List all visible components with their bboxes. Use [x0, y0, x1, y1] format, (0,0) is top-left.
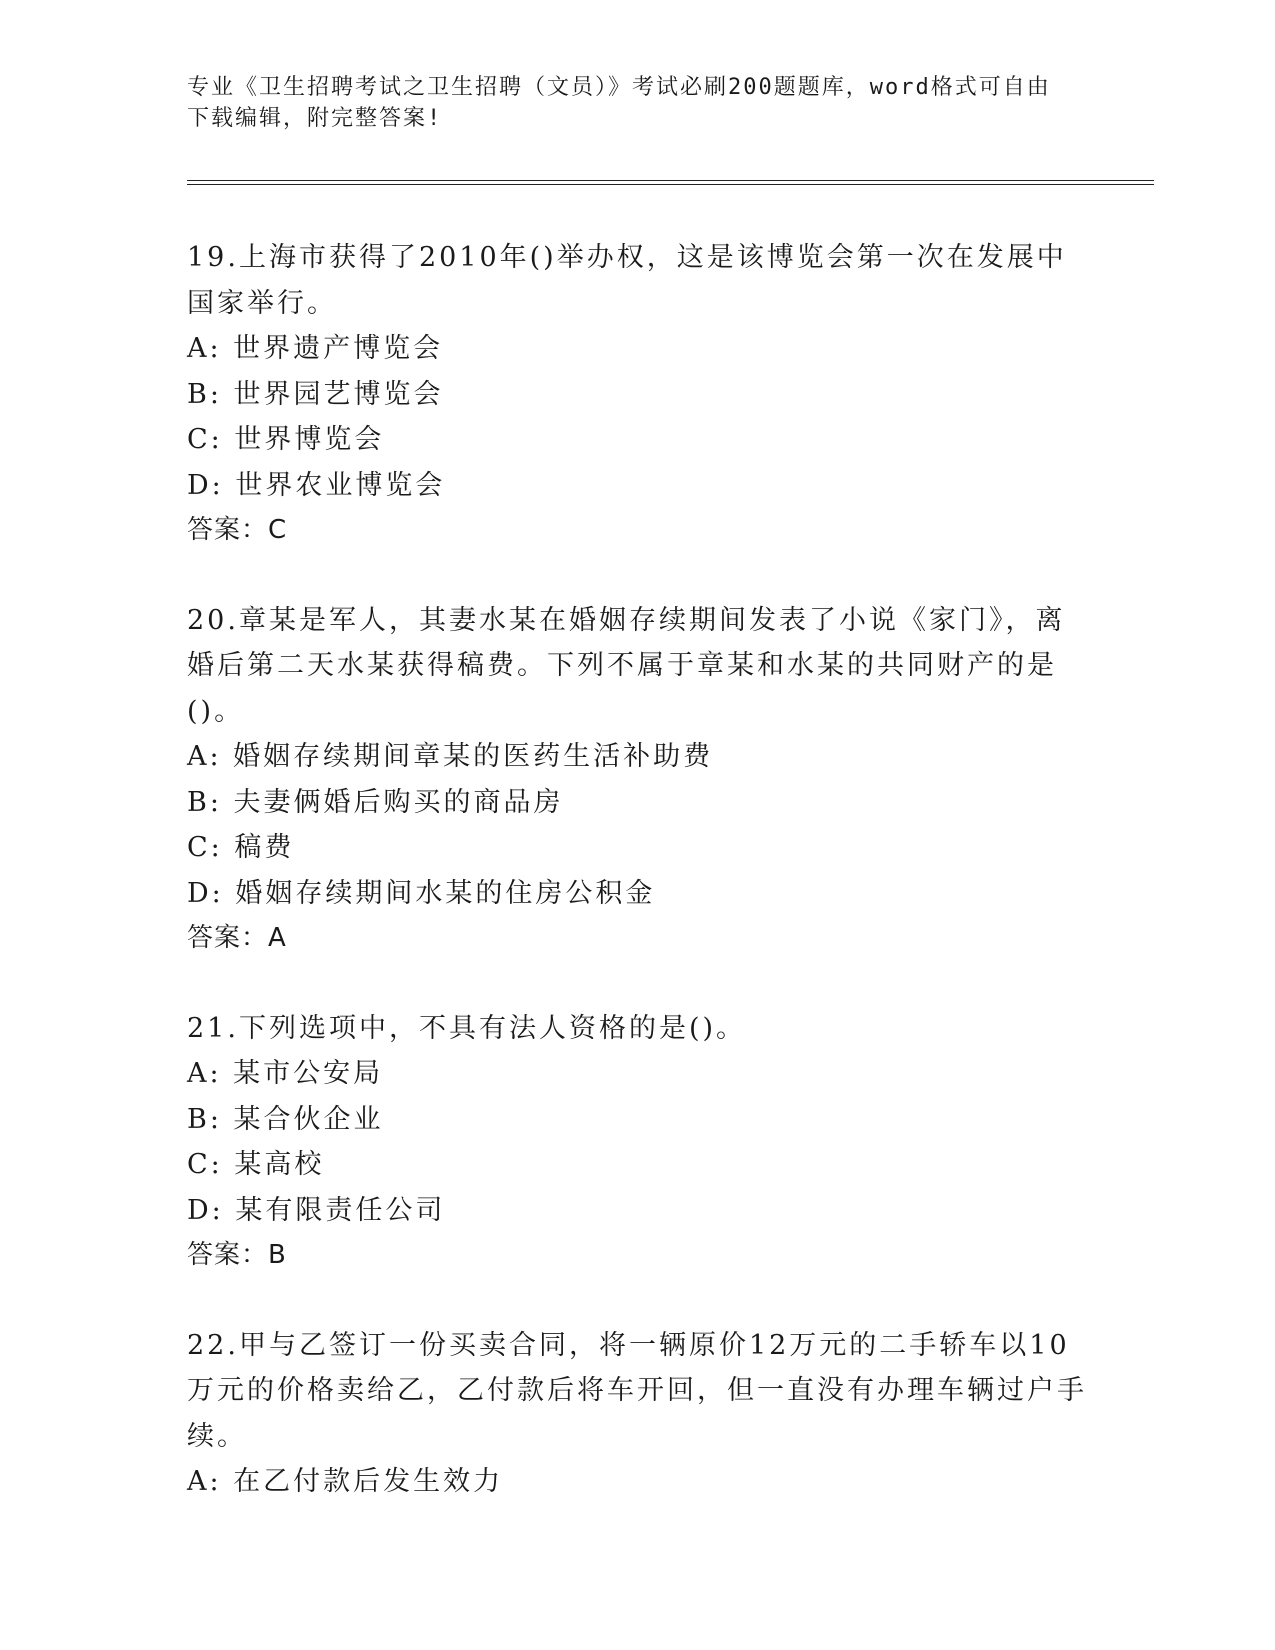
header-divider-bottom [187, 184, 1154, 185]
question-22 [187, 1323, 1087, 1505]
document-intro: 专业《卫生招聘考试之卫生招聘（文员）》考试必刷200题题库，word格式可自由下载编辑，附完整答案! [187, 75, 1051, 131]
answer-line: 答案：A [187, 923, 287, 953]
option-c: C: 某高校 [187, 1149, 325, 1180]
option-b: B: 某合伙企业 [187, 1103, 384, 1135]
option-c: C: 稿费 [187, 832, 295, 863]
option-c: C: 世界博览会 [187, 424, 385, 455]
question-stem: 21.下列选项中，不具有法人资格的是()。 [187, 1012, 747, 1044]
option-a: A: 在乙付款后发生效力 [187, 1466, 504, 1497]
option-a: A: 某市公安局 [187, 1058, 384, 1089]
option-d: D: 婚姻存续期间水某的住房公积金 [187, 877, 656, 909]
option-d: D: 世界农业博览会 [187, 469, 446, 501]
option-b: B: 夫妻俩婚后购买的商品房 [187, 786, 564, 818]
option-d: D: 某有限责任公司 [187, 1194, 446, 1226]
question-stem: 19.上海市获得了2010年()举办权，这是该博览会第一次在发展中国家举行。 [187, 242, 1067, 319]
option-a: A: 婚姻存续期间章某的医药生活补助费 [187, 741, 714, 772]
header-divider-top [187, 180, 1154, 181]
answer-line: 答案：B [187, 1240, 287, 1270]
question-21 [187, 1006, 1087, 1279]
question-20 [187, 598, 1087, 962]
option-b: B: 世界园艺博览会 [187, 378, 444, 410]
question-19 [187, 235, 1087, 554]
answer-line: 答案：C [187, 515, 288, 545]
question-list [187, 235, 1087, 1549]
question-stem: 22.甲与乙签订一份买卖合同，将一辆原价12万元的二手轿车以10万元的价格卖给乙，乙付款后将车开回，但一直没有办理车辆过户手续。 [187, 1329, 1087, 1452]
question-stem: 20.章某是军人，其妻水某在婚姻存续期间发表了小说《家门》，离婚后第二天水某获得稿费。下列不属于章某和水某的共同财产的是()。 [187, 604, 1066, 727]
option-a: A: 世界遗产博览会 [187, 333, 444, 364]
